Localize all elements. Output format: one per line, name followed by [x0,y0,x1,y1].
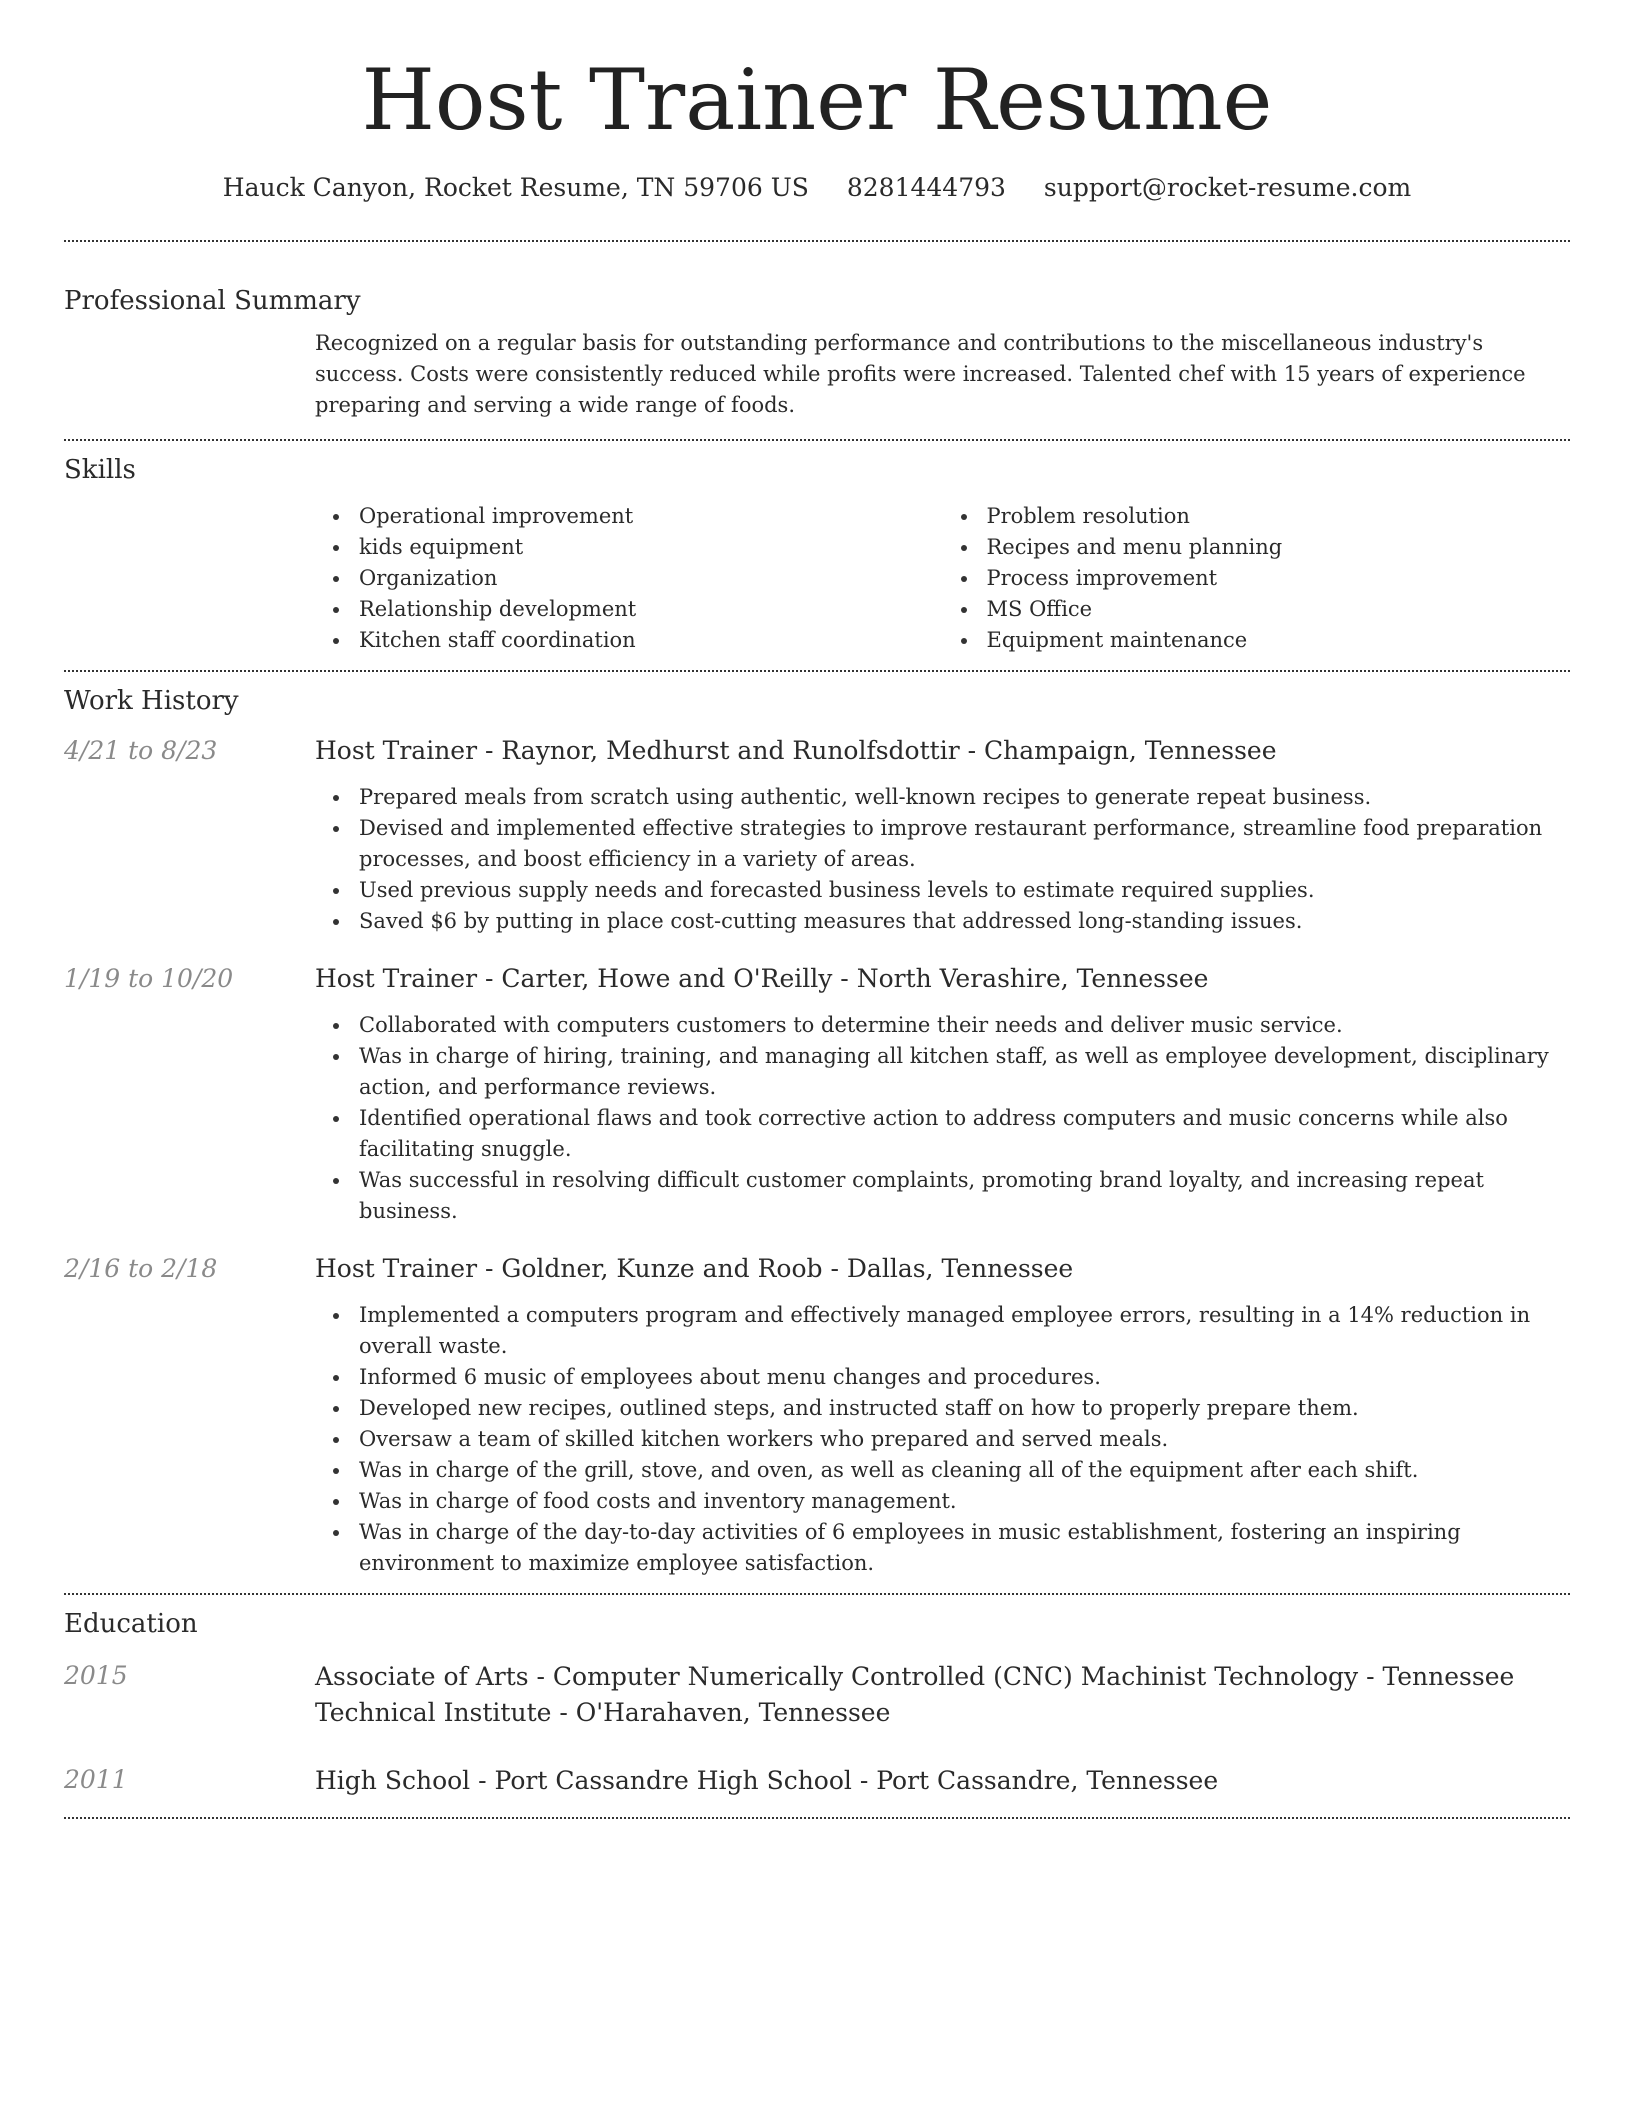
job-bullet: Informed 6 music of employees about menu changes and procedures. [315,1362,1570,1393]
job-dates: 4/21 to 8/23 [64,736,218,765]
skill-item: MS Office [943,594,1571,625]
education-text: High School - Port Cassandre High School - Port Cassandre, Tennessee [315,1766,1219,1795]
contact-line [64,172,1570,204]
education-entry [64,1659,1570,1731]
job-bullet: Used previous supply needs and forecasted business levels to estimate required supplies. [315,875,1570,906]
job-entry [64,962,1570,1227]
contact-address: Hauck Canyon, Rocket Resume, TN 59706 US [222,173,809,202]
skill-item: Organization [315,563,943,594]
contact-phone: 8281444793 [846,173,1006,202]
job-bullet: Oversaw a team of skilled kitchen workers who prepared and served meals. [315,1424,1570,1455]
skill-item: Operational improvement [315,501,943,532]
contact-email: support@rocket-resume.com [1043,173,1412,202]
skills-column-1 [315,501,943,656]
skill-item: Process improvement [943,563,1571,594]
education-entry [64,1763,1570,1799]
divider [64,240,1570,242]
divider [64,1817,1570,1819]
job-bullet: Saved $6 by putting in place cost-cutting measures that addressed long-standing issues. [315,906,1570,937]
job-dates: 2/16 to 2/18 [64,1254,218,1283]
job-bullet: Collaborated with computers customers to determine their needs and deliver music service. [315,1010,1570,1041]
skill-item: Equipment maintenance [943,625,1571,656]
section-heading-skills: Skills [64,455,136,485]
job-bullet: Developed new recipes, outlined steps, and instructed staff on how to properly prepare them. [315,1393,1570,1424]
divider [64,439,1570,441]
job-dates: 1/19 to 10/20 [64,964,234,993]
section-heading-summary: Professional Summary [64,286,361,316]
job-bullet: Was in charge of food costs and inventory management. [315,1486,1570,1517]
section-heading-education: Education [64,1609,198,1639]
skills-list [315,501,1570,656]
education-text: Associate of Arts - Computer Numerically Controlled (CNC) Machinist Technology - Tennessee Technical Institute - O'Harahaven, Tennessee [315,1662,1515,1727]
resume-title: Host Trainer Resume [361,51,1273,149]
education-year: 2015 [64,1661,128,1690]
job-bullets [315,1300,1570,1579]
job-title: Host Trainer - Raynor, Medhurst and Runolfsdottir - Champaign, Tennessee [315,736,1277,765]
job-title: Host Trainer - Carter, Howe and O'Reilly - North Verashire, Tennessee [315,964,1209,993]
skill-item: Recipes and menu planning [943,532,1571,563]
job-bullet: Was in charge of the grill, stove, and oven, as well as cleaning all of the equipment after each shift. [315,1455,1570,1486]
skill-item: Kitchen staff coordination [315,625,943,656]
divider [64,1593,1570,1595]
skills-column-2 [943,501,1571,656]
job-entry [64,734,1570,937]
resume-page [64,0,1570,1819]
job-bullet: Was successful in resolving difficult customer complaints, promoting brand loyalty, and increasing repeat business. [315,1165,1570,1227]
divider [64,670,1570,672]
job-bullets [315,1010,1570,1227]
job-bullet: Prepared meals from scratch using authentic, well-known recipes to generate repeat business. [315,782,1570,813]
job-bullet: Was in charge of the day-to-day activities of 6 employees in music establishment, fostering an inspiring environment to maximize employee satisfaction. [315,1517,1570,1579]
job-bullet: Identified operational flaws and took corrective action to address computers and music concerns while also facilitating snuggle. [315,1103,1570,1165]
summary-text: Recognized on a regular basis for outstanding performance and contributions to the miscellaneous industry's success. Costs were consistently reduced while profits were increased. Talented chef with 15 years of experience preparing and serving a wide range of foods. [315,331,1526,417]
job-bullets [315,782,1570,937]
section-heading-work: Work History [64,686,239,716]
job-entry [64,1252,1570,1579]
skill-item: Relationship development [315,594,943,625]
skill-item: Problem resolution [943,501,1571,532]
job-bullet: Was in charge of hiring, training, and managing all kitchen staff, as well as employee development, disciplinary action, and performance reviews. [315,1041,1570,1103]
job-title: Host Trainer - Goldner, Kunze and Roob - Dallas, Tennessee [315,1254,1074,1283]
education-year: 2011 [64,1765,128,1794]
skill-item: kids equipment [315,532,943,563]
job-bullet: Devised and implemented effective strategies to improve restaurant performance, streamline food preparation processes, and boost efficiency in a variety of areas. [315,813,1570,875]
job-bullet: Implemented a computers program and effectively managed employee errors, resulting in a 14% reduction in overall waste. [315,1300,1570,1362]
